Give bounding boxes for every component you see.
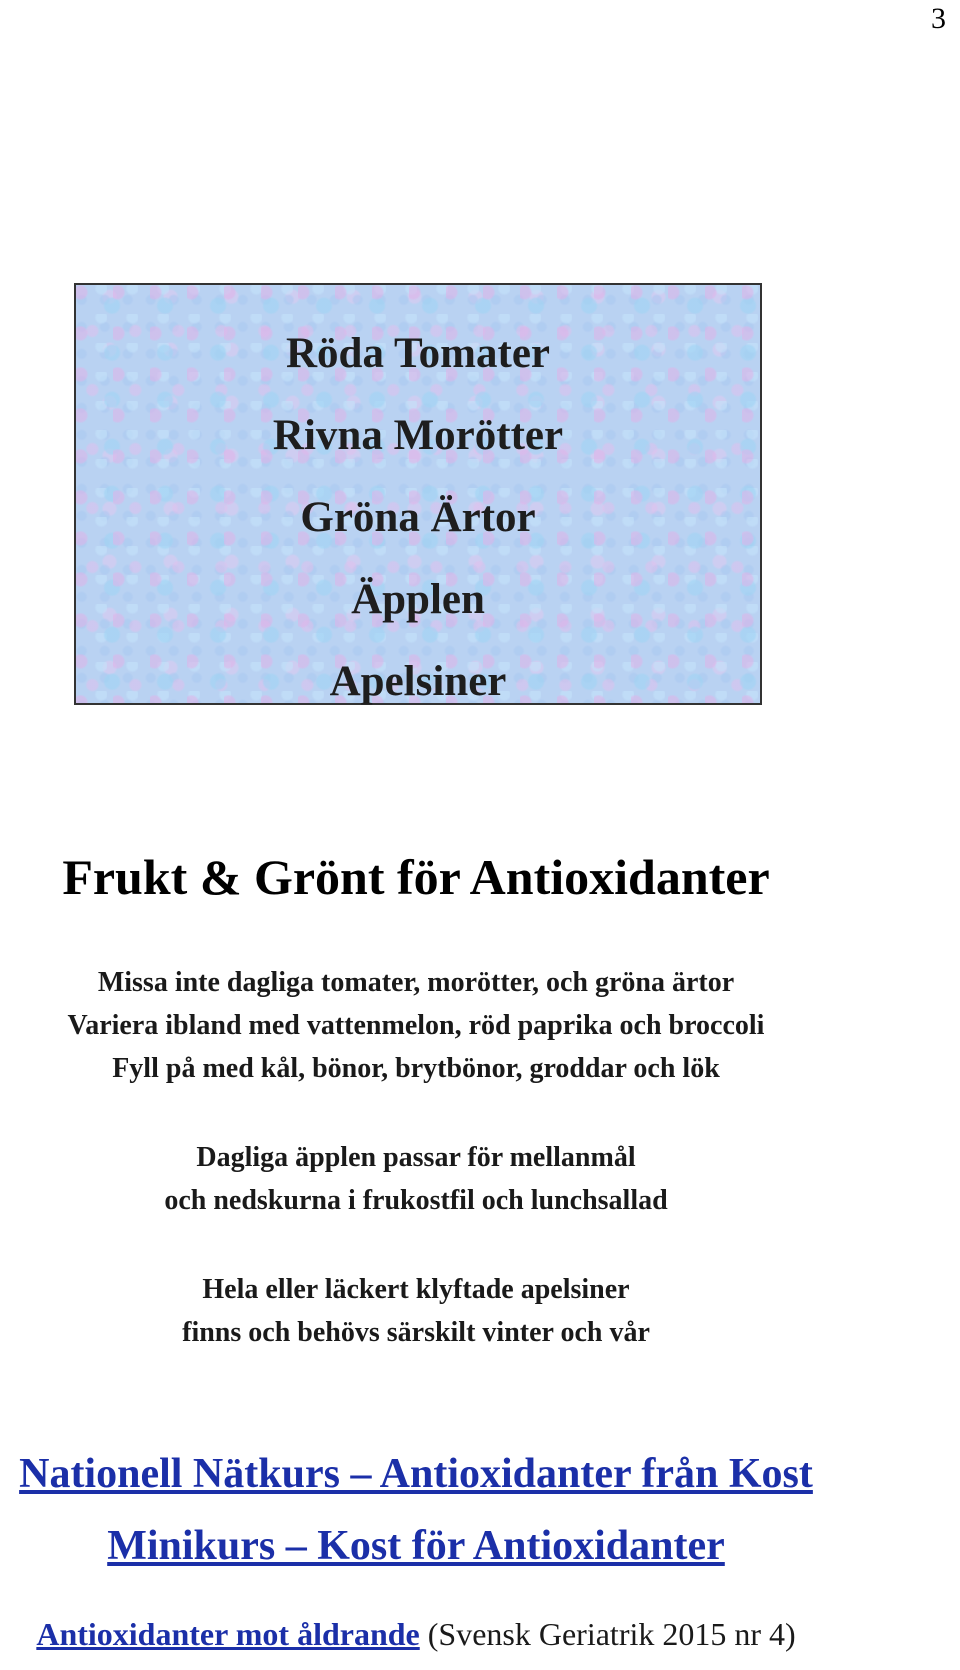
produce-item: Äpplen: [351, 576, 485, 623]
tip-line: och nedskurna i frukostfil och lunchsallad: [164, 1185, 668, 1216]
aging-link[interactable]: Antioxidanter mot åldrande: [36, 1616, 420, 1652]
national-course-line: [0, 1450, 832, 1498]
tip-line: Missa inte dagliga tomater, morötter, och gröna ärtor: [97, 967, 735, 998]
produce-item: Rivna Morötter: [272, 412, 564, 459]
produce-item: Gröna Ärtor: [300, 494, 536, 541]
produce-item: Röda Tomater: [286, 330, 550, 377]
produce-list: [76, 313, 760, 723]
aging-reference-line: [0, 1616, 832, 1653]
tip-line: Dagliga äpplen passar för mellanmål: [196, 1142, 636, 1173]
tip-line: Hela eller läckert klyftade apelsiner: [202, 1274, 630, 1305]
tips-group-apples: [0, 1136, 832, 1222]
citation: (Svensk Geriatrik 2015 nr 4): [427, 1616, 796, 1652]
tips-group-oranges: [0, 1268, 832, 1354]
page-number: 3: [931, 2, 946, 35]
mini-course-link[interactable]: Minikurs – Kost för Antioxidanter: [107, 1523, 725, 1569]
tip-line: Fyll på med kål, bönor, brytbönor, groddar och lök: [112, 1053, 720, 1084]
produce-box: [74, 283, 762, 705]
tips-group-vegetables: [0, 961, 832, 1090]
page-title: Frukt & Grönt för Antioxidanter: [62, 849, 770, 905]
tip-line: finns och behövs särskilt vinter och vår: [182, 1317, 650, 1348]
national-course-link[interactable]: Nationell Nätkurs – Antioxidanter från Kost: [19, 1451, 813, 1497]
produce-item: Apelsiner: [329, 658, 507, 705]
mini-course-line: [0, 1522, 832, 1570]
tip-line: Variera ibland med vattenmelon, röd paprika och broccoli: [67, 1010, 765, 1041]
